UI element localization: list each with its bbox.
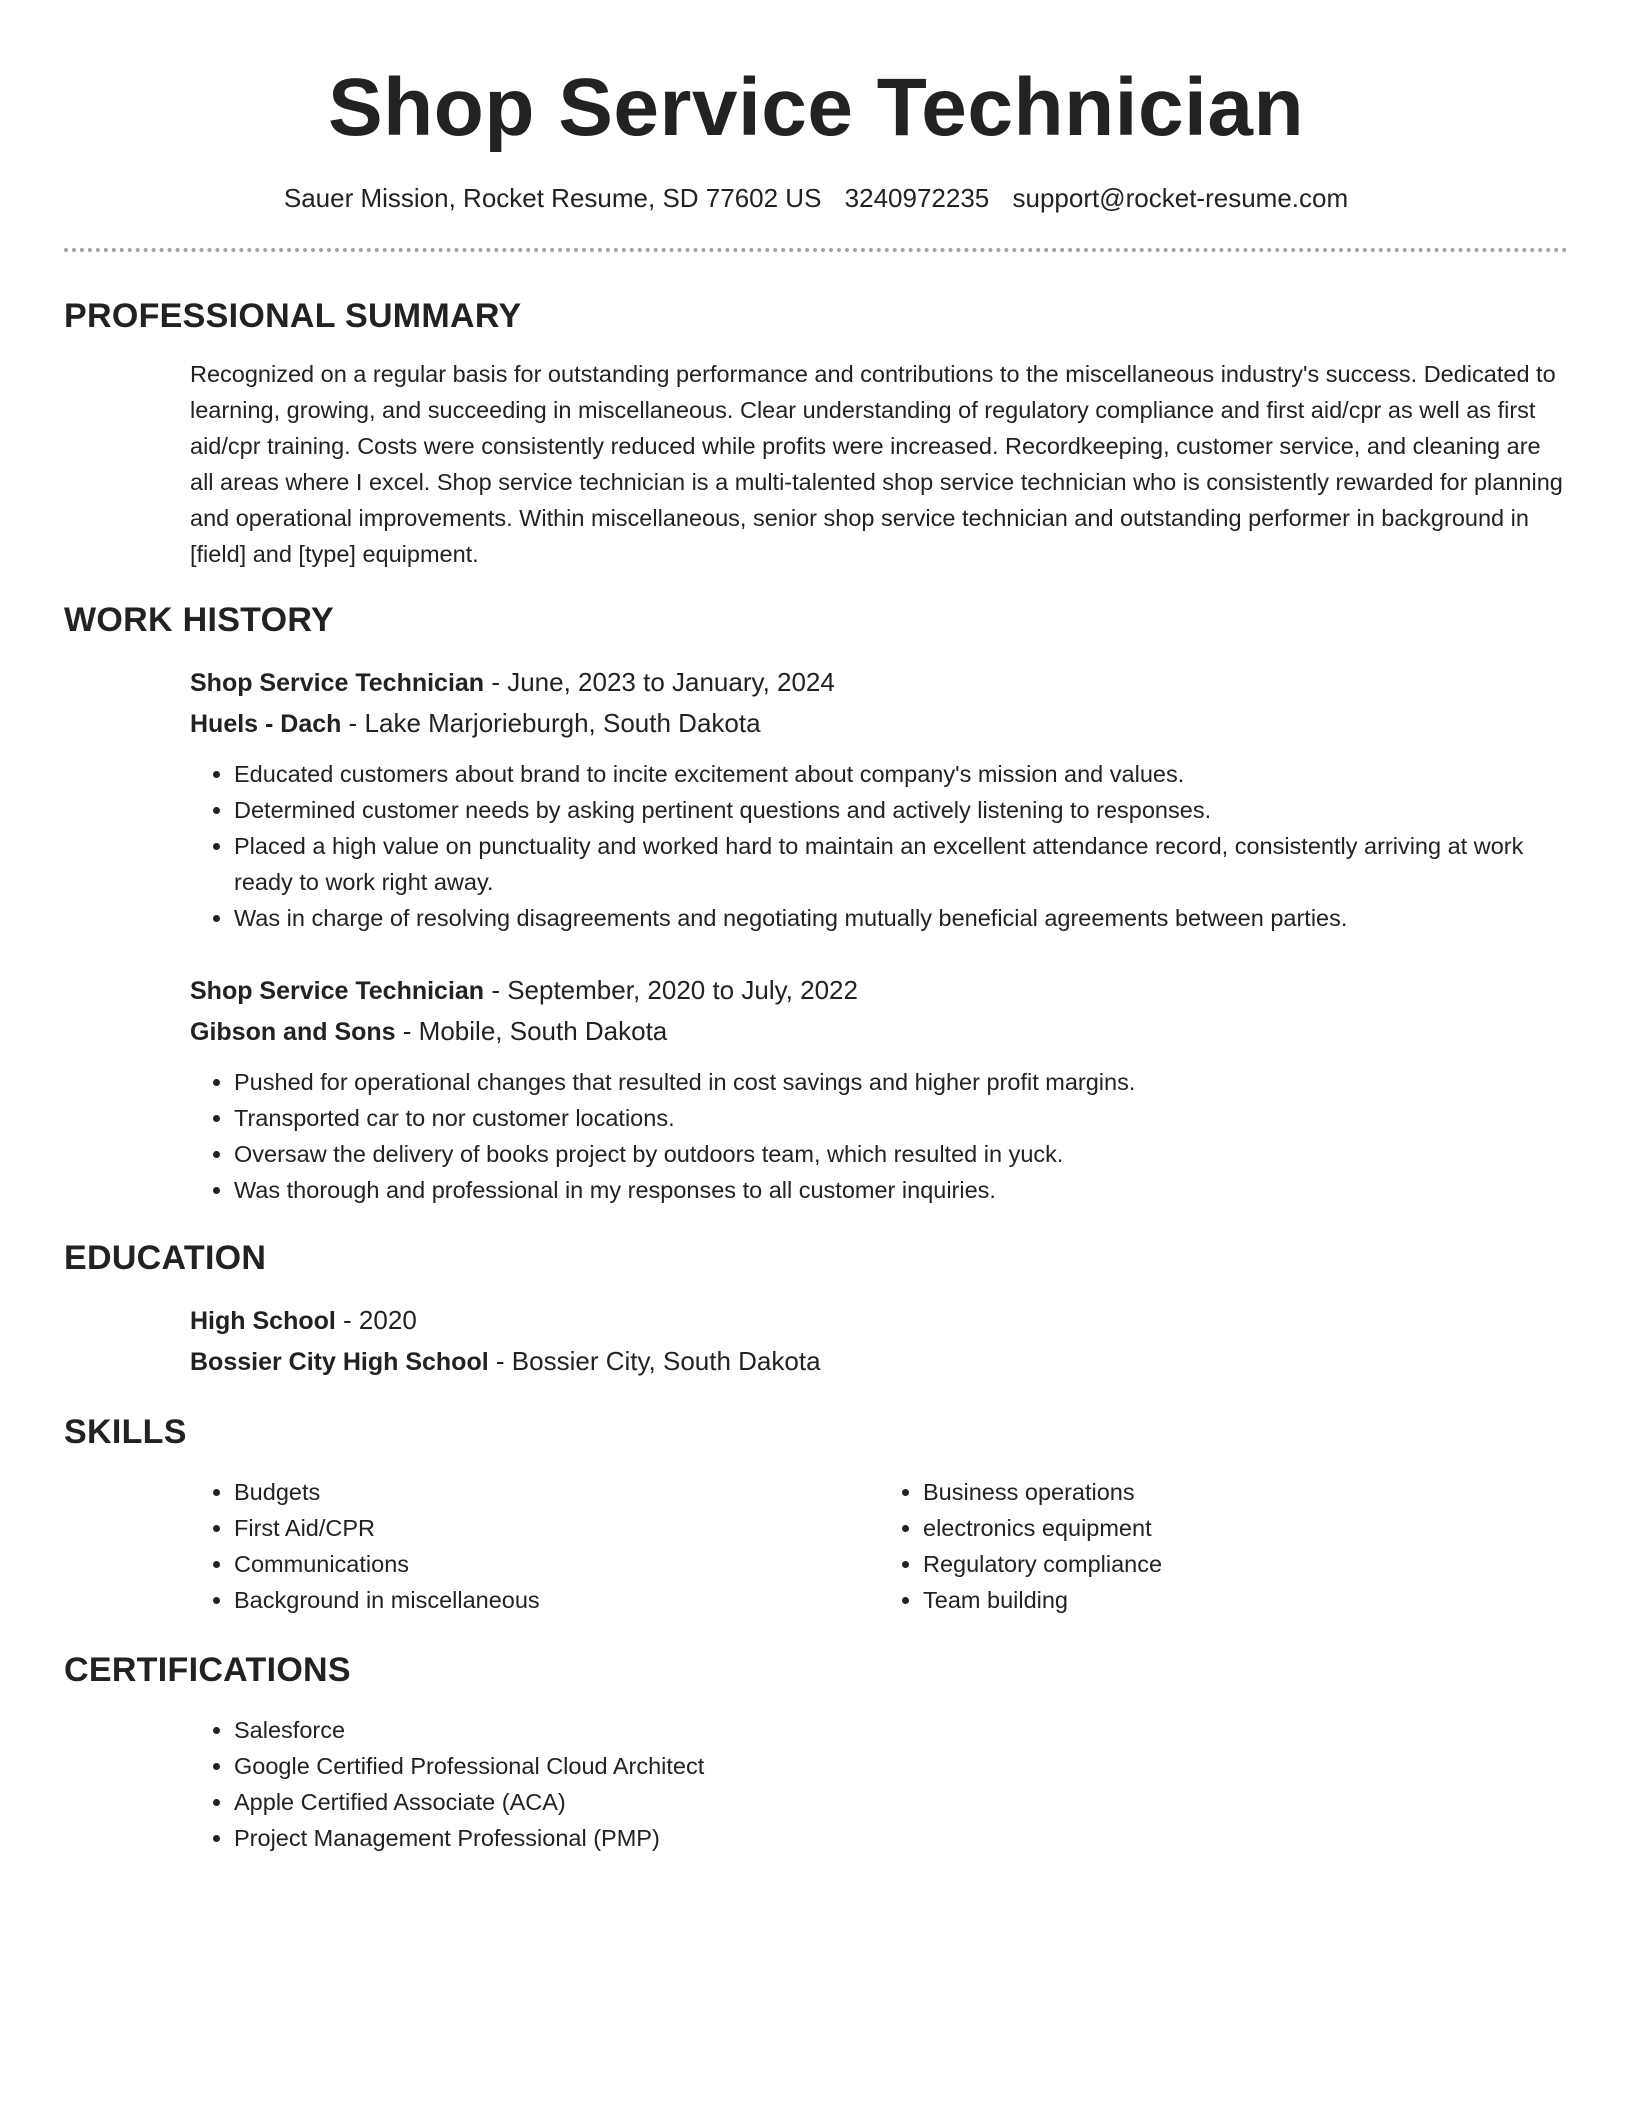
job-bullets bbox=[190, 1064, 1568, 1208]
certification-item: • Google Certified Professional Cloud Architect bbox=[234, 1748, 1568, 1784]
job-bullets bbox=[190, 756, 1568, 936]
skill-item: • Communications bbox=[234, 1546, 879, 1582]
education-location: - Bossier City, South Dakota bbox=[488, 1346, 821, 1376]
job-location: - Lake Marjorieburgh, South Dakota bbox=[341, 708, 761, 738]
contact-line bbox=[64, 182, 1568, 214]
skill-item: • Budgets bbox=[234, 1474, 879, 1510]
job-dates: - June, 2023 to January, 2024 bbox=[484, 667, 835, 697]
education-school-line bbox=[190, 1341, 1568, 1382]
skill-item: • Team building bbox=[923, 1582, 1568, 1618]
job-bullet: • Pushed for operational changes that resulted in cost savings and higher profit margins. bbox=[234, 1064, 1568, 1100]
skill-item: • First Aid/CPR bbox=[234, 1510, 879, 1546]
job-bullet: • Educated customers about brand to incite excitement about company's mission and values. bbox=[234, 756, 1568, 792]
education-year: - 2020 bbox=[335, 1305, 417, 1335]
job-role: Shop Service Technician bbox=[190, 977, 485, 1005]
education-degree: High School bbox=[190, 1307, 336, 1335]
section-title-education: EDUCATION bbox=[64, 1239, 267, 1277]
section-title-certifications: CERTIFICATIONS bbox=[64, 1651, 351, 1689]
skill-item: • Business operations bbox=[923, 1474, 1568, 1510]
work-history-section bbox=[190, 662, 1568, 1208]
resume-page bbox=[64, 0, 1568, 1856]
job-bullet: • Was in charge of resolving disagreements and negotiating mutually beneficial agreements between parties. bbox=[234, 900, 1568, 936]
contact-email: support@rocket-resume.com bbox=[1012, 183, 1349, 213]
job-bullet: • Was thorough and professional in my responses to all customer inquiries. bbox=[234, 1172, 1568, 1208]
job-bullet: • Determined customer needs by asking pertinent questions and actively listening to responses. bbox=[234, 792, 1568, 828]
skill-item: • Background in miscellaneous bbox=[234, 1582, 879, 1618]
job-dates: - September, 2020 to July, 2022 bbox=[484, 975, 858, 1005]
education-degree-line bbox=[190, 1300, 1568, 1341]
section-title-work-history: WORK HISTORY bbox=[64, 601, 334, 639]
summary-section bbox=[190, 356, 1568, 572]
summary-text: Recognized on a regular basis for outstanding performance and contributions to the miscellaneous industry's success. Dedicated to learning, growing, and succeeding in miscellaneous. Clear understanding of regulatory compliance and first aid/cpr as well as first aid/cpr training. Costs were consistently reduced while profits were increased. Recordkeeping, customer service, and cleaning are all areas where I excel. Shop service technician is a multi-talented shop service technician who is consistently rewarded for planning and operational improvements. Within miscellaneous, senior shop service technician and outstanding performer in background in [field] and [type] equipment. bbox=[190, 361, 1563, 567]
job-company: Huels - Dach bbox=[190, 710, 342, 738]
job-company-line bbox=[190, 703, 1568, 744]
section-title-skills: SKILLS bbox=[64, 1413, 187, 1451]
skills-section bbox=[190, 1474, 1568, 1618]
job-title-line bbox=[190, 970, 1568, 1011]
skill-item: • electronics equipment bbox=[923, 1510, 1568, 1546]
certification-item: • Salesforce bbox=[234, 1712, 1568, 1748]
job-title-line bbox=[190, 662, 1568, 703]
section-title-summary: PROFESSIONAL SUMMARY bbox=[64, 297, 522, 335]
job-role: Shop Service Technician bbox=[190, 669, 485, 697]
resume-name: Shop Service Technician bbox=[327, 62, 1305, 153]
certifications-list bbox=[190, 1712, 1568, 1856]
education-section bbox=[190, 1300, 1568, 1382]
job-bullet: • Oversaw the delivery of books project by outdoors team, which resulted in yuck. bbox=[234, 1136, 1568, 1172]
header-divider bbox=[64, 248, 1568, 252]
skill-item: • Regulatory compliance bbox=[923, 1546, 1568, 1582]
certification-item: • Project Management Professional (PMP) bbox=[234, 1820, 1568, 1856]
contact-address: Sauer Mission, Rocket Resume, SD 77602 US bbox=[283, 183, 822, 213]
skills-list-right bbox=[879, 1474, 1568, 1618]
job-company: Gibson and Sons bbox=[190, 1018, 396, 1046]
education-school: Bossier City High School bbox=[190, 1348, 489, 1376]
job-location: - Mobile, South Dakota bbox=[395, 1016, 668, 1046]
job-bullet: • Placed a high value on punctuality and worked hard to maintain an excellent attendance record, consistently arriving at work ready to work right away. bbox=[234, 828, 1568, 900]
job-company-line bbox=[190, 1011, 1568, 1052]
certification-item: • Apple Certified Associate (ACA) bbox=[234, 1784, 1568, 1820]
job-entry bbox=[190, 970, 1568, 1208]
certifications-section bbox=[190, 1712, 1568, 1856]
job-bullet: • Transported car to nor customer locations. bbox=[234, 1100, 1568, 1136]
job-entry bbox=[190, 662, 1568, 936]
skills-list-left bbox=[190, 1474, 879, 1618]
contact-phone: 3240972235 bbox=[844, 183, 990, 213]
